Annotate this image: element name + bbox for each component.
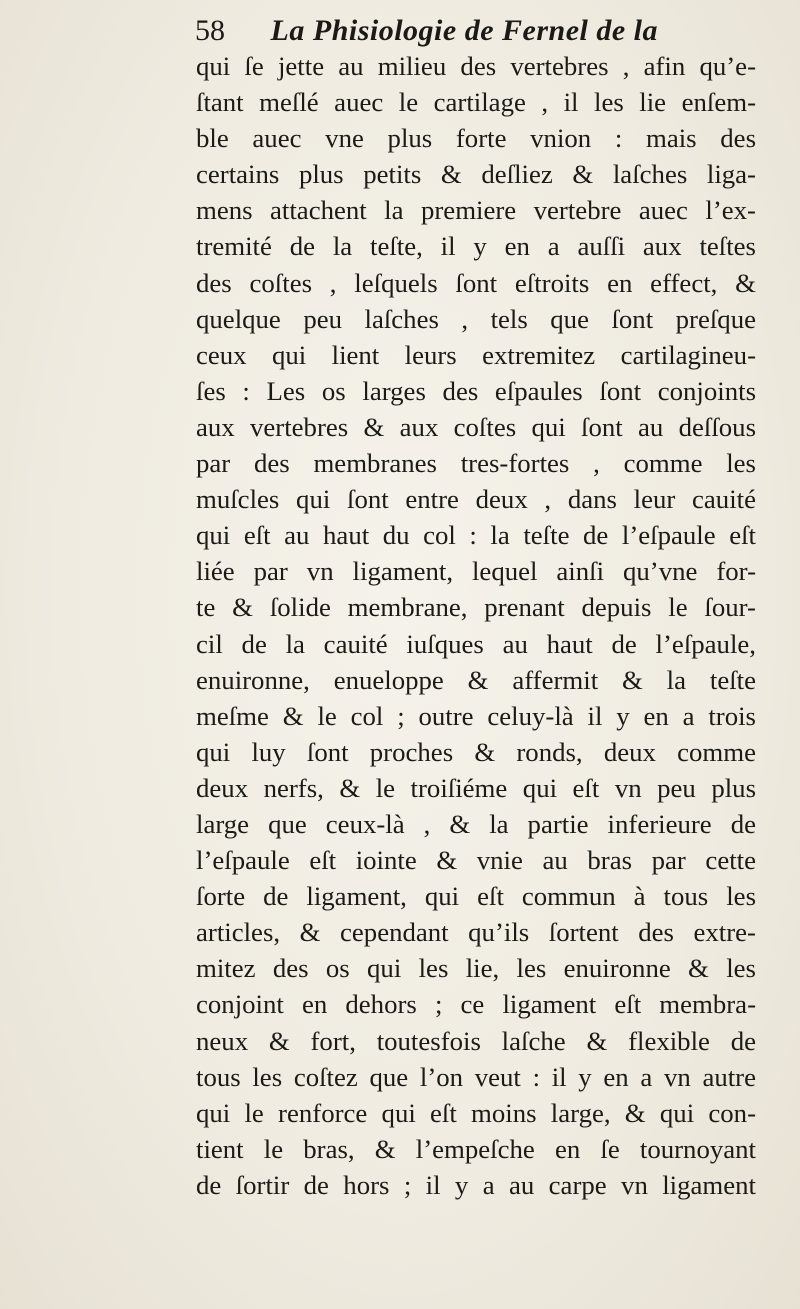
- text-line: par des membranes tres-fortes , comme les: [196, 448, 756, 479]
- text-line: articles, & cependant qu’ils ſortent des extre-: [196, 917, 756, 948]
- text-line: ſtant meſlé auec le cartilage , il les lie enſem-: [196, 87, 756, 118]
- text-line: aux vertebres & aux coſtes qui ſont au deſſous: [196, 411, 756, 442]
- text-line: des coſtes , leſquels ſont eſtroits en effect, &: [196, 267, 756, 298]
- body-text: [196, 48, 786, 1203]
- text-line: qui luy ſont proches & ronds, deux comme: [196, 736, 756, 767]
- text-line: meſme & le col ; outre celuy-là il y en a trois: [196, 700, 756, 731]
- text-line: mens attachent la premiere vertebre auec l’ex-: [196, 195, 756, 226]
- text-line: quelque peu laſches , tels que ſont preſque: [196, 303, 756, 334]
- text-line: qui ſe jette au milieu des vertebres , afin qu’e-: [196, 51, 756, 81]
- text-line: te & ſolide membrane, prenant depuis le ſour-: [196, 592, 756, 623]
- text-line: certains plus petits & deſliez & laſches liga-: [196, 159, 756, 190]
- text-line: ſes : Les os larges des eſpaules ſont conjoints: [196, 375, 756, 406]
- running-title: La Phisiologie de Fernel de la: [270, 14, 659, 47]
- text-line: l’eſpaule eſt iointe & vnie au bras par cette: [196, 845, 756, 876]
- text-line: neux & fort, toutesfois laſche & flexible de: [196, 1025, 756, 1056]
- text-line: tous les coſtez que l’on veut : il y en a vn autre: [196, 1061, 756, 1092]
- page-number: 58: [195, 14, 225, 47]
- text-line: tient le bras, & l’empeſche en ſe tournoyant: [196, 1133, 756, 1164]
- text-line: conjoint en dehors ; ce ligament eſt membra-: [196, 989, 756, 1020]
- text-line: ceux qui lient leurs extremitez cartilagineu-: [196, 339, 756, 370]
- text-line: ble auec vne plus forte vnion : mais des: [196, 123, 756, 154]
- text-line: tremité de la teſte, il y en a auſſi aux teſtes: [196, 231, 756, 262]
- text-line: cil de la cauité iuſques au haut de l’eſpaule,: [196, 628, 756, 659]
- text-line: qui le renforce qui eſt moins large, & qui con-: [196, 1097, 756, 1128]
- text-line: muſcles qui ſont entre deux , dans leur cauité: [196, 484, 756, 515]
- text-line: mitez des os qui les lie, les enuironne & les: [196, 953, 756, 984]
- text-line: liée par vn ligament, lequel ainſi qu’vne for-: [196, 556, 756, 587]
- text-line: ſorte de ligament, qui eſt commun à tous les: [196, 881, 756, 912]
- text-line: qui eſt au haut du col : la teſte de l’eſpaule eſt: [196, 520, 756, 551]
- text-line: enuironne, enueloppe & affermit & la teſte: [196, 664, 756, 695]
- text-line: de ſortir de hors ; il y a au carpe vn ligament: [196, 1169, 756, 1200]
- text-line: large que ceux-là , & la partie inferieure de: [196, 808, 756, 839]
- text-line: deux nerfs, & le troiſiéme qui eſt vn peu plus: [196, 772, 756, 803]
